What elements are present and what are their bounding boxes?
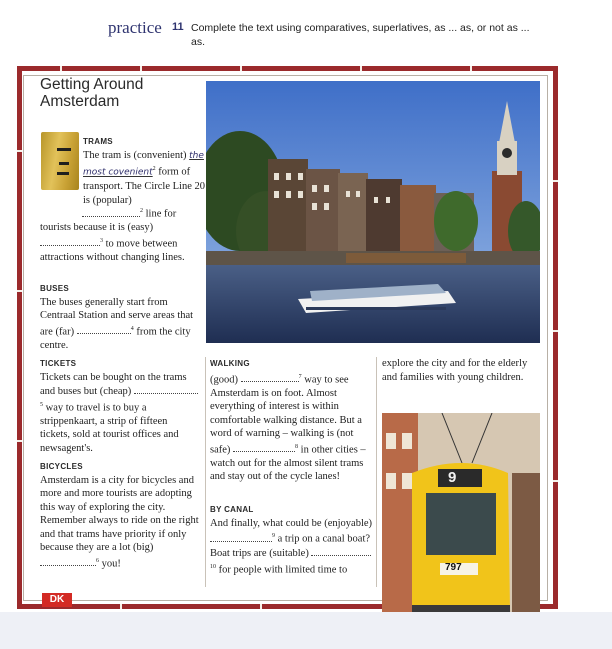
walking-section: WALKING (good) $^7$ way to see Amsterdam is on foot. Almost everything of interest is within comfortable walking distance. But a word of warning – walking is (not safe) $^8$ in other cities – watch out for the almost silent trams and stay out of the cycle lanes! (210, 357, 374, 484)
walking-text-1: (good) (210, 374, 238, 385)
blank-6[interactable] (40, 556, 96, 566)
tickets-section: TICKETS Tickets can be bought on the trams and buses but (cheap) $^5$ way to travel is to buy a strippenkaart, a strip of fifteen tickets, sold at tourist offices and newsagent's. (40, 357, 200, 455)
walking-text-3: in other cities – watch out for the almost silent trams and stay out of the cycle lanes! (210, 444, 366, 482)
canal-text-3: for people with limited time to (218, 564, 348, 575)
canal-photo (206, 81, 540, 343)
exercise-instruction: Complete the text using comparatives, superlatives, as ... as, or not as ... as. (191, 22, 530, 48)
tram-fleet-number: 797 (445, 562, 462, 573)
column-divider-2 (376, 357, 377, 587)
bicycles-text-2: you! (101, 558, 121, 569)
trams-text-1: The tram is (convenient) (83, 149, 187, 161)
canal-text-2: a trip on a canal boat? Boat trips are (suitable) (210, 533, 371, 559)
column-divider-1 (205, 357, 206, 587)
practice-label: practice (108, 18, 162, 37)
bicycles-text-1: Amsterdam is a city for bicycles and more and more tourists are adopting this way of exploring the city. Remember always to ride on the right and that trams have priority if only because they are a lot (big) (40, 474, 199, 553)
blank-8[interactable] (233, 442, 295, 452)
blank-4[interactable] (77, 324, 131, 334)
trams-text-4: to move between attractions without changing lines. (40, 238, 185, 263)
trams-text-2: form of transport. The Circle Line 20 is (popular) (83, 166, 205, 206)
buses-heading: BUSES (40, 284, 70, 293)
blank-2[interactable] (82, 207, 140, 217)
trams-section: TRAMS The tram is (convenient) the most covenient$^2$ form of transport. The Circle Line 20 is (popular) (83, 137, 205, 206)
trams-heading: TRAMS (83, 137, 113, 146)
canal-section: BY CANAL And finally, what could be (enjoyable) $^9$ a trip on a canal boat? Boat trips are (suitable) $^{10}$ for people with limited time to (210, 505, 373, 575)
article-title: Getting Around Amsterdam (40, 76, 144, 110)
blank-3[interactable] (40, 236, 100, 246)
tickets-heading: TICKETS (40, 359, 77, 368)
handwritten-answer: the most covenient (83, 150, 204, 178)
trams-text-3: line for tourists because it is (easy) (40, 208, 177, 233)
walking-heading: WALKING (210, 359, 250, 368)
buses-text-2: from the city centre. (40, 326, 191, 351)
buses-text-1: The buses generally start from Centraal Station and serve areas that are (far) (40, 296, 194, 337)
blank-7[interactable] (241, 372, 299, 382)
exercise-number: 11 (172, 21, 184, 33)
canal-heading: BY CANAL (210, 505, 254, 514)
trams-continued: $^2$ line for tourists because it is (easy) $^3$ to move between attractions without changing lines. (40, 208, 185, 263)
page-bottom-strip (0, 612, 612, 649)
blank-9[interactable] (210, 532, 272, 542)
walking-text-2: way to see Amsterdam is on foot. Almost everything of interest is within comfortable walking distance. But a word of warning – walking is (not safe) (210, 374, 362, 455)
tickets-text-1: Tickets can be bought on the trams and buses but (cheap) (40, 371, 187, 397)
buses-section: BUSES The buses generally start from Centraal Station and serve areas that are (far) $^4$ from the city centre. (40, 282, 202, 352)
blank-5[interactable] (134, 384, 198, 394)
tickets-text-2: way to travel is to buy a strippenkaart, a strip of fifteen tickets, sold at tourist offices and newsagent's. (40, 402, 179, 454)
bicycles-heading: BICYCLES (40, 462, 83, 471)
tram-ticket-image (41, 132, 79, 190)
blank-10[interactable] (311, 546, 371, 556)
canal-text-1: And finally, what could be (enjoyable) (210, 517, 373, 529)
dk-logo: DK (42, 593, 72, 607)
tram-route-number: 9 (448, 469, 457, 486)
bicycles-section: BICYCLES Amsterdam is a city for bicycles and more and more tourists are adopting this way of exploring the city. Remember always to ride on the right and that trams have priority if only because they are a lot (big) $^6$ you! (40, 462, 199, 569)
tram-photo (382, 413, 540, 627)
canal-continued: explore the city and for the elderly and families with young children. (382, 358, 528, 383)
